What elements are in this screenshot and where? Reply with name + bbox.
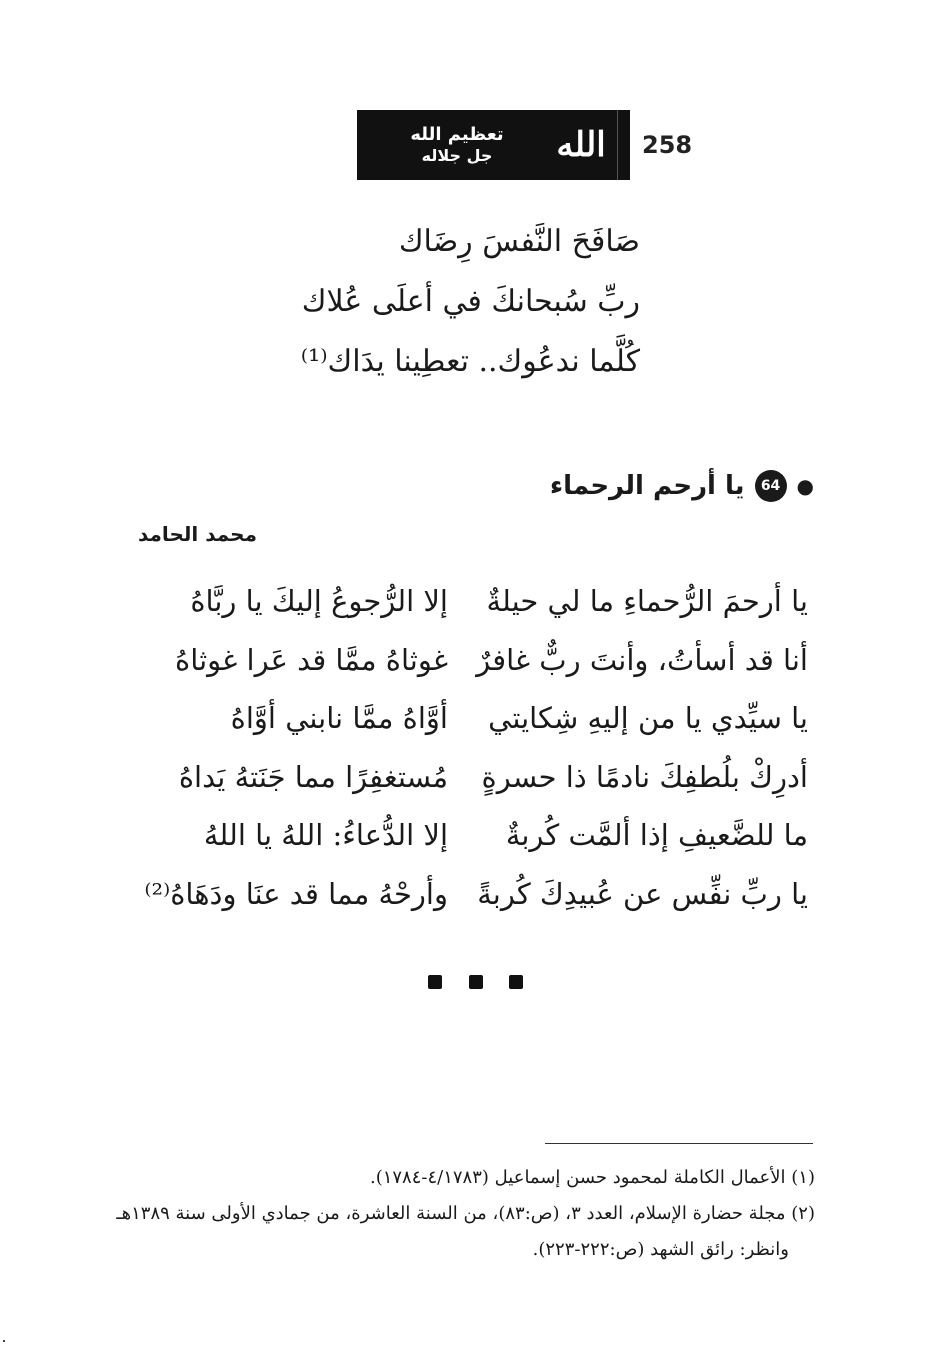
hemistich-second: مُستغفِرًا مما جَنَتهُ يَداهُ: [178, 759, 448, 794]
footnote-divider: [545, 1143, 813, 1144]
separator-square-icon: [469, 975, 483, 989]
separator-square-icon: [428, 975, 442, 989]
poem-two-verse: [128, 865, 808, 924]
header-titles: [369, 123, 545, 167]
poem-two: [128, 572, 808, 923]
hemistich-first: يا سيِّدي يا من إليهِ شِكايتي: [488, 701, 808, 736]
hemistich-second: أوَّاهُ ممَّا نابني أوَّاهُ: [230, 701, 448, 736]
allah-calligraphy-logo: الله: [545, 110, 618, 180]
hemistich-second: غوثاهُ ممَّا قد عَرا غوثاهُ: [175, 642, 448, 677]
page-number: 258: [642, 131, 693, 159]
hemistich-first: يا أرحمَ الرُّحماءِ ما لي حيلةٌ: [486, 584, 808, 619]
poem-two-verse: [128, 572, 808, 631]
hemistich-second: وأرحْهُ مما قد عنَا ودَهَاهُ⁽²⁾: [144, 876, 448, 911]
author-name: محمد الحامد: [138, 522, 257, 546]
header-subtitle: جل جلاله: [421, 146, 493, 166]
bullet-icon: ●: [796, 474, 814, 498]
separator-square-icon: [509, 975, 523, 989]
section-number-badge: 64: [755, 470, 787, 502]
header-banner: [357, 110, 630, 180]
hemistich-first: أنا قد أسأتُ، وأنتَ ربٌّ غافرٌ: [476, 642, 808, 677]
poem-two-verse: [128, 806, 808, 865]
hemistich-second: إلا الرُّجوعُ إليكَ يا ربَّاهُ: [190, 584, 448, 619]
poem-one-verse: صَافَحَ النَّفسَ رِضَاك: [398, 224, 640, 259]
footnote-continuation: وانظر: رائق الشهد (ص:٢٢٢-٢٢٣).: [532, 1239, 789, 1260]
header-title: تعظيم الله: [410, 123, 504, 145]
poem-two-verse: [128, 748, 808, 807]
section-separator: [428, 975, 523, 989]
footnotes: [116, 1160, 815, 1268]
poem-two-verse: [128, 631, 808, 690]
poem-one-verse: ربِّ سُبحانكَ في أعلَى عُلاك: [301, 284, 640, 319]
poem-one: [270, 212, 640, 392]
hemistich-first: ما للضَّعيفِ إذا ألمَّت كُربةٌ: [505, 818, 808, 853]
section-heading: [550, 470, 814, 502]
scan-speck: [3, 1340, 5, 1342]
hemistich-first: أدرِكْ بلُطفِكَ نادمًا ذا حسرةٍ: [481, 759, 808, 794]
poem-two-verse: [128, 689, 808, 748]
footnote-item: (٢) مجلة حضارة الإسلام، العدد ٣، (ص:٨٣)، من السنة العاشرة، من جمادي الأولى سنة ١٣٨٩هـ: [116, 1203, 815, 1224]
poem-one-verse: كُلَّما ندعُوك.. تعطِينا يدَاك⁽¹⁾: [300, 344, 640, 379]
section-title: يا أرحم الرحماء: [549, 471, 745, 501]
hemistich-first: يا ربِّ نفِّس عن عُبيدِكَ كُربةً: [477, 876, 808, 911]
hemistich-second: إلا الدُّعاءُ: اللهُ يا اللهُ: [203, 818, 448, 853]
footnote-item: (١) الأعمال الكاملة لمحمود حسن إسماعيل (٤/١٧٨٣-١٧٨٤).: [369, 1167, 815, 1188]
